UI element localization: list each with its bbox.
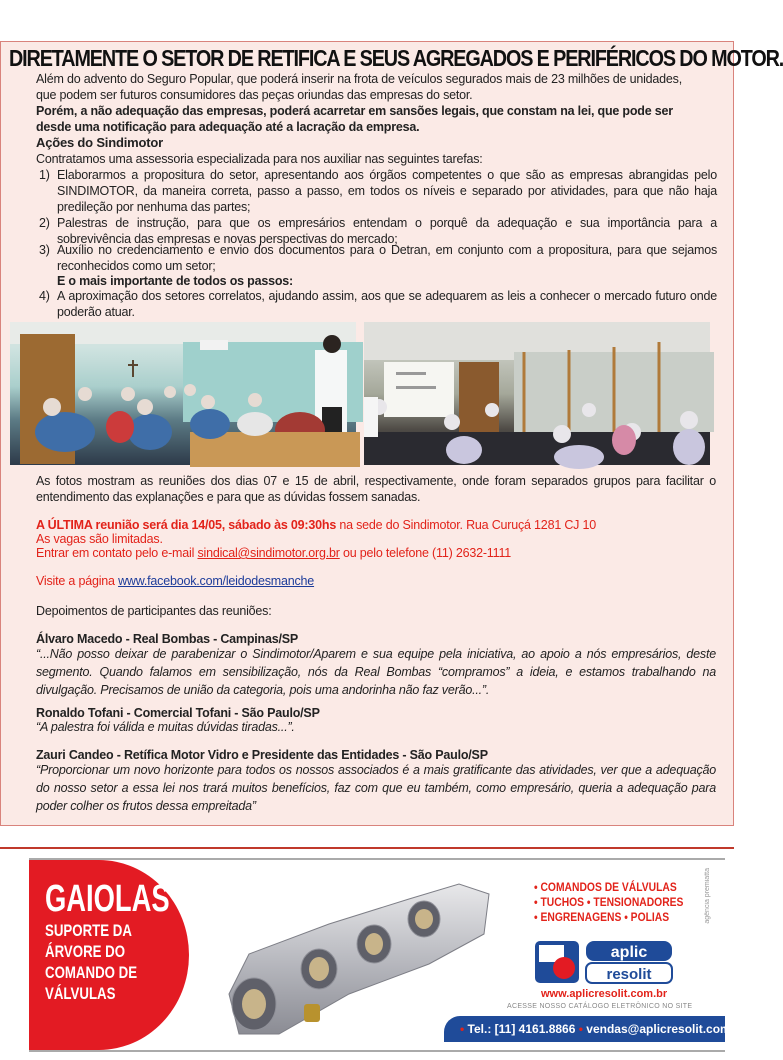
bullet-dot-icon: •: [578, 1022, 583, 1036]
meeting-date: A ÚLTIMA reunião será dia 14/05, sábado às 09:30hs: [36, 518, 337, 532]
testimonials-heading: Depoimentos de participantes das reuniões:: [36, 604, 272, 618]
contact-line: [36, 545, 716, 561]
ad-email[interactable]: vendas@aplicresolit.com.br: [586, 1022, 747, 1036]
testimonial-quote-2: “A palestra foi válida e muitas dúvidas tiradas...”.: [36, 720, 295, 734]
facebook-prefix: Visite a página: [36, 574, 119, 588]
product-bullet: • TUCHOS • TENSIONADORES: [534, 895, 684, 909]
ad-subtitle-line: COMANDO DE: [45, 963, 138, 982]
intro-line-1: Além do advento do Seguro Popular, que poderá inserir na frota de veículos segurados mais de 23 milhões de unidades,: [36, 72, 682, 86]
photo-caption: As fotos mostram as reuniões dos dias 07 e 15 de abril, respectivamente, onde foram separados grupos para facilitar o entendimento das explanações e para que as dúvidas fossem sanadas.: [36, 474, 716, 504]
testimonial-author-1: Álvaro Macedo - Real Bombas - Campinas/SP: [36, 632, 299, 646]
ad-subtitle-line: SUPORTE DA: [45, 921, 132, 940]
testimonial-author-3: Zauri Candeo - Retífica Motor Vidro e Presidente das Entidades - São Paulo/SP: [36, 748, 488, 762]
facebook-link[interactable]: www.facebook.com/leidodesmanche: [118, 574, 315, 588]
ad-website[interactable]: www.aplicresolit.com.br: [541, 988, 668, 1000]
contact-prefix: Entrar em contato pelo e-mail: [36, 546, 198, 560]
facebook-line: [36, 573, 716, 589]
product-bullet: • ENGRENAGENS • POLIAS: [534, 910, 670, 924]
section-divider: [0, 847, 734, 849]
product-list: [534, 880, 683, 925]
item-number: 2): [39, 216, 50, 230]
item-number: 1): [39, 168, 50, 182]
item-text: A aproximação dos setores correlatos, ajudando assim, aos que se adequarem as leis a conhecer o mercado futuro onde poderão atuar.: [57, 289, 717, 319]
item-text: Palestras de instrução, para que os empresários entendam o porquê da adequação e sua importância para a sobrevivência das empresas e novas perspectivas do mercado;: [57, 216, 717, 246]
ad-subtitle: [45, 920, 137, 1004]
meeting-location: na sede do Sindimotor. Rua Curuçá 1281 CJ 10: [336, 518, 596, 532]
product-bullet: • COMANDOS DE VÁLVULAS: [534, 880, 677, 894]
headline: DIRETAMENTE O SETOR DE RETIFICA E SEUS AGREGADOS E PERIFÉRICOS DO MOTOR.: [9, 45, 783, 71]
logo-brand-bottom: resolit: [606, 966, 652, 983]
warning-line-2: desde uma notificação para adequação até a lacração da empresa.: [36, 120, 420, 134]
item-number: 3): [39, 243, 50, 257]
testimonial-quote-3: “Proporcionar um novo horizonte para todos os nossos associados é a mais gratificante das atividades, ver que a adequação do nosso setor a essa lei nos trará muitos benefícios, faz com que eu também, como empresário, queria a adequação para poder colher os frutos dessa empreitada”: [36, 763, 716, 813]
actions-intro: Contratamos uma assessoria especializada para nos auxiliar nas seguintes tarefas:: [36, 152, 483, 166]
item-text: Auxílio no credenciamento e envio dos documentos para o Detran, em conjunto com a propositura, para que sejamos reconhecidos como um setor;: [57, 243, 717, 273]
item-text: Elaborarmos a propositura do setor, apresentando aos órgãos competentes o que são as empresas abrangidas pelo SINDIMOTOR, da maneira correta, passo a passo, em todos os níveis e separado por atividades, para que não haja predileção por nenhuma das partes;: [57, 168, 717, 214]
important-label: E o mais importante de todos os passos:: [57, 274, 293, 288]
meeting-photo-2: [364, 322, 710, 465]
item-number: 4): [39, 289, 50, 303]
contact-bar: [444, 1016, 747, 1042]
ad-subtitle-line: ÁRVORE DO: [45, 942, 126, 961]
bullet-dot-icon: •: [460, 1022, 465, 1036]
testimonial-author-2: Ronaldo Tofani - Comercial Tofani - São Paulo/SP: [36, 706, 320, 720]
action-item-1: [39, 167, 717, 215]
meeting-photo-1-illustration: [10, 322, 356, 465]
ad-title: GAIOLAS: [45, 878, 170, 920]
email-link[interactable]: sindical@sindimotor.org.br: [197, 546, 340, 560]
actions-heading: Ações do Sindimotor: [36, 135, 163, 150]
agency-credit: agência premiatta: [704, 868, 711, 924]
action-item-3: [39, 242, 717, 274]
catalog-note: ACESSE NOSSO CATÁLOGO ELETRÔNICO NO SITE: [507, 1003, 693, 1010]
warning-line-1: Porém, a não adequação das empresas, poderá acarretar em sansões legais, que constam na lei, que pode ser: [36, 104, 673, 118]
ad-phone[interactable]: Tel.: [11] 4161.8866: [467, 1022, 576, 1036]
ad-subtitle-line: VÁLVULAS: [45, 984, 116, 1003]
logo-icon: [534, 940, 674, 984]
contact-phone: ou pelo telefone (11) 2632-1111: [339, 546, 512, 560]
meeting-photo-2-illustration: [364, 322, 710, 465]
aplic-resolit-logo: [534, 940, 674, 984]
logo-brand-top: aplic: [610, 944, 648, 961]
vagas-note: As vagas são limitadas.: [36, 532, 163, 546]
meeting-photo-1: [10, 322, 356, 465]
advertisement[interactable]: [29, 858, 747, 1052]
testimonial-quote-1: “...Não posso deixar de parabenizar o Sindimotor/Aparem e sua equipe pela iniciativa, ao apoio a nós empresários, deste segmento. Quando falamos em sensibilização, nós da Real Bombas “compramos” a ideia, e estamos trabalhando na divulgação. Precisamos de união da categoria, pois uma andorinha não faz verão...”.: [36, 647, 716, 697]
intro-line-2: que podem ser futuros consumidores das peças oriundas das empresas do setor.: [36, 88, 473, 102]
action-item-4: [39, 288, 717, 320]
